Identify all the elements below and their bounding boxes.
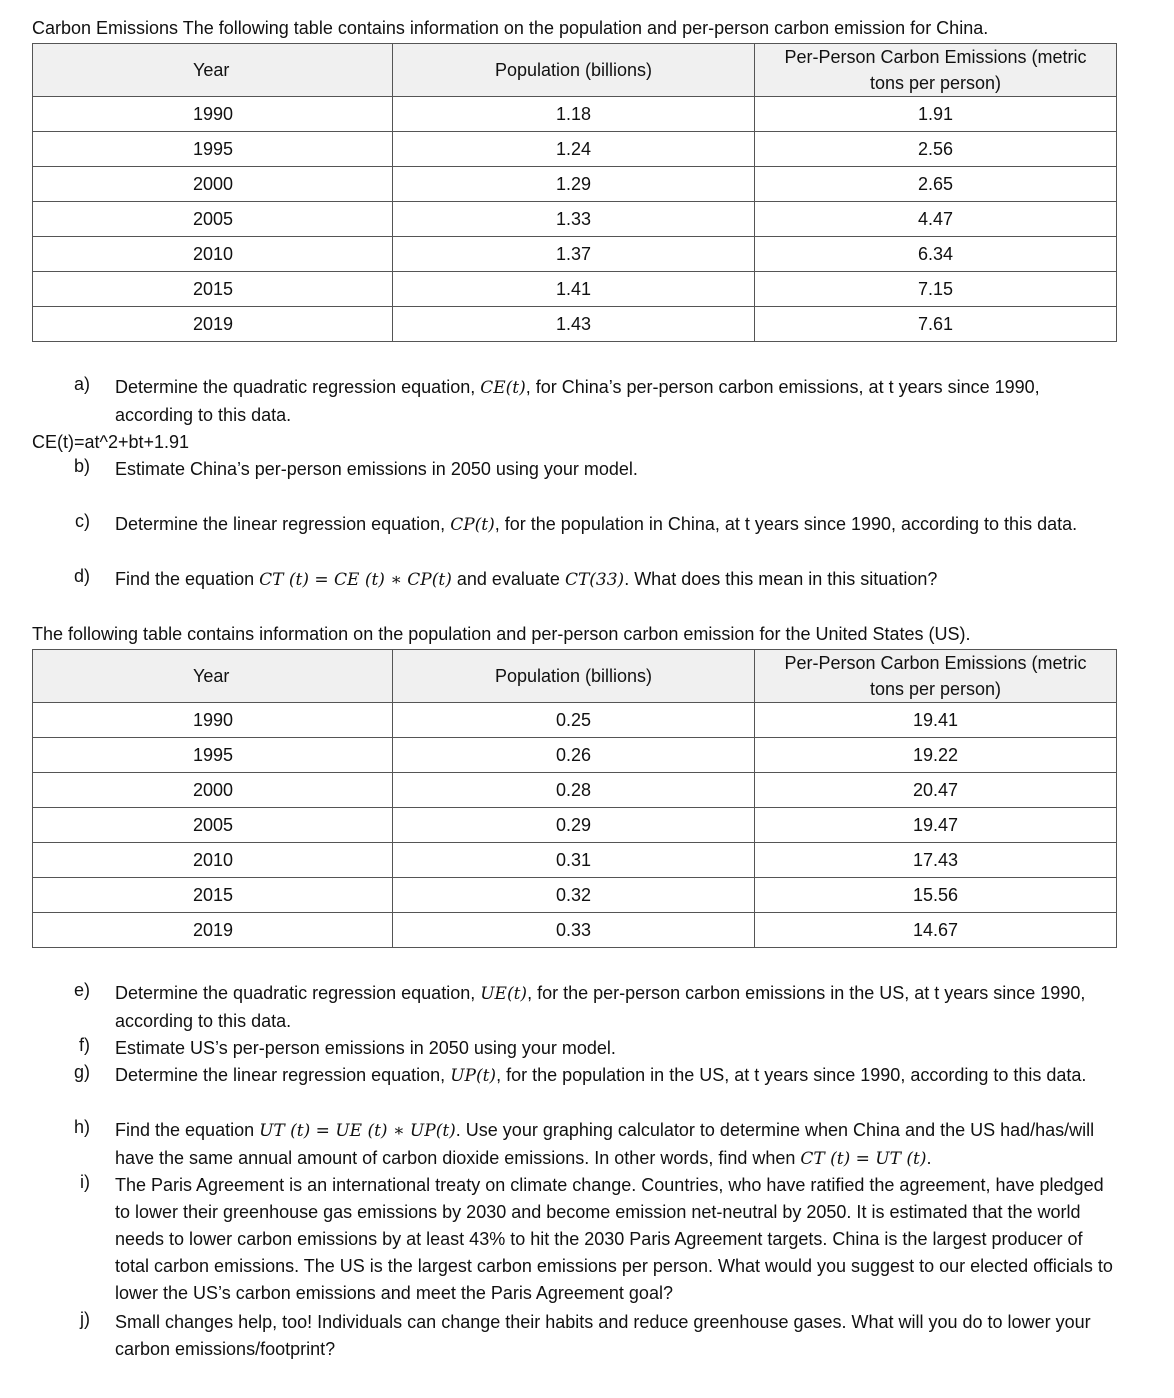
text-fragment: , for China’s per-person carbon emissions, at t years since 1990, according to this data. bbox=[115, 377, 1040, 425]
header-population: Population (billions) bbox=[393, 650, 755, 703]
cell-population: 0.32 bbox=[393, 878, 755, 913]
cell-emissions: 17.43 bbox=[755, 843, 1117, 878]
header-emissions-line1: Per-Person Carbon Emissions (metric bbox=[784, 47, 1087, 67]
math-function: UP(t) bbox=[450, 1066, 497, 1086]
table-row bbox=[33, 913, 1117, 948]
cell-year: 2019 bbox=[33, 913, 393, 948]
cell-emissions: 14.67 bbox=[755, 913, 1117, 948]
question-label: f) bbox=[79, 1035, 90, 1055]
text-fragment: . What does this mean in this situation? bbox=[624, 569, 938, 589]
text-fragment: . Use your graphing calculator to determine when China and the US had/has/will have the same annual amount of carbon dioxide emissions. In other words, find when bbox=[115, 1120, 1095, 1168]
text-fragment: Find the equation bbox=[115, 569, 260, 589]
china-table bbox=[32, 43, 1117, 342]
cell-population: 0.29 bbox=[393, 808, 755, 843]
cell-emissions: 20.47 bbox=[755, 773, 1117, 808]
question-label: i) bbox=[80, 1172, 90, 1192]
cell-emissions: 19.22 bbox=[755, 738, 1117, 773]
table-row bbox=[33, 167, 1117, 202]
header-year: Year bbox=[33, 650, 393, 703]
cell-emissions: 7.15 bbox=[755, 272, 1117, 307]
header-population: Population (billions) bbox=[393, 44, 755, 97]
question-text: The Paris Agreement is an international treaty on climate change. Countries, who have ratified the agreement, have pledged to lower their greenhouse gas emissions by 2030 and become emission net-neutral by 2050. It is estimated that the world needs to lower carbon emissions by at least 43% to hit the 2030 Paris Agreement targets. China is the largest producer of total carbon emissions. The US is the largest carbon emissions per person. What would you suggest to our elected officials to lower the US’s carbon emissions and meet the Paris Agreement goal? bbox=[115, 1175, 1113, 1303]
text-fragment: , for the population in China, at t years since 1990, according to this data. bbox=[494, 514, 1078, 534]
cell-emissions: 2.56 bbox=[755, 132, 1117, 167]
cell-year: 1995 bbox=[33, 132, 393, 167]
question-label: h) bbox=[73, 1117, 90, 1137]
cell-population: 1.29 bbox=[393, 167, 755, 202]
table-row bbox=[33, 773, 1117, 808]
math-equation: CT (t) = CE (t) ∗ CP(t) bbox=[259, 570, 452, 590]
math-function: CE(t) bbox=[480, 378, 526, 398]
cell-population: 1.18 bbox=[393, 97, 755, 132]
cell-population: 1.41 bbox=[393, 272, 755, 307]
cell-year: 1995 bbox=[33, 738, 393, 773]
us-table bbox=[32, 649, 1117, 948]
cell-population: 0.26 bbox=[393, 738, 755, 773]
question-text bbox=[115, 1117, 1115, 1173]
table-header-row bbox=[33, 650, 1117, 703]
table-row bbox=[33, 272, 1117, 307]
question-label: g) bbox=[73, 1062, 90, 1082]
header-emissions-line2: tons per person) bbox=[869, 679, 1002, 699]
table-row bbox=[33, 738, 1117, 773]
question-label: a) bbox=[73, 374, 90, 394]
text-fragment: and evaluate bbox=[451, 569, 565, 589]
math-equation: UT (t) = UE (t) ∗ UP(t) bbox=[259, 1121, 456, 1141]
china-intro: Carbon Emissions The following table contains information on the population and per-person carbon emission for China. bbox=[32, 18, 989, 38]
math-function: CP(t) bbox=[450, 515, 495, 535]
header-emissions-line1: Per-Person Carbon Emissions (metric bbox=[784, 653, 1087, 673]
text-fragment: Find the equation bbox=[115, 1120, 260, 1140]
cell-population: 0.33 bbox=[393, 913, 755, 948]
cell-emissions: 15.56 bbox=[755, 878, 1117, 913]
table-row bbox=[33, 237, 1117, 272]
cell-population: 1.33 bbox=[393, 202, 755, 237]
math-function: UE(t) bbox=[480, 984, 528, 1004]
cell-emissions: 2.65 bbox=[755, 167, 1117, 202]
question-text: Estimate US’s per-person emissions in 2050 using your model. bbox=[115, 1038, 616, 1058]
question-text: Estimate China’s per-person emissions in 2050 using your model. bbox=[115, 459, 638, 479]
table-row bbox=[33, 808, 1117, 843]
cell-population: 0.28 bbox=[393, 773, 755, 808]
question-label: c) bbox=[75, 511, 90, 531]
text-fragment: Determine the quadratic regression equation, bbox=[115, 377, 481, 397]
table-row bbox=[33, 878, 1117, 913]
table-row bbox=[33, 132, 1117, 167]
text-fragment: , for the population in the US, at t years since 1990, according to this data. bbox=[496, 1065, 1087, 1085]
table-row bbox=[33, 202, 1117, 237]
text-fragment: Determine the linear regression equation, bbox=[115, 514, 451, 534]
text-fragment: Determine the quadratic regression equation, bbox=[115, 983, 481, 1003]
cell-emissions: 7.61 bbox=[755, 307, 1117, 342]
cell-year: 1990 bbox=[33, 703, 393, 738]
header-emissions-line2: tons per person) bbox=[869, 73, 1002, 93]
question-label: e) bbox=[73, 980, 90, 1000]
student-note: CE(t)=at^2+bt+1.91 bbox=[32, 432, 190, 452]
cell-population: 1.24 bbox=[393, 132, 755, 167]
cell-year: 2000 bbox=[33, 773, 393, 808]
cell-year: 2000 bbox=[33, 167, 393, 202]
cell-year: 2015 bbox=[33, 272, 393, 307]
us-intro: The following table contains information on the population and per-person carbon emission for the United States (US). bbox=[32, 624, 971, 644]
table-row bbox=[33, 843, 1117, 878]
math-equation: CT (t) = UT (t) bbox=[800, 1149, 927, 1169]
cell-year: 2005 bbox=[33, 808, 393, 843]
header-emissions bbox=[755, 650, 1117, 703]
table-row bbox=[33, 307, 1117, 342]
table-header-row bbox=[33, 44, 1117, 97]
cell-emissions: 1.91 bbox=[755, 97, 1117, 132]
question-label: b) bbox=[73, 456, 90, 476]
question-text bbox=[115, 374, 1115, 429]
cell-year: 2005 bbox=[33, 202, 393, 237]
cell-emissions: 6.34 bbox=[755, 237, 1117, 272]
cell-year: 2019 bbox=[33, 307, 393, 342]
cell-emissions: 4.47 bbox=[755, 202, 1117, 237]
cell-year: 2010 bbox=[33, 237, 393, 272]
cell-year: 1990 bbox=[33, 97, 393, 132]
question-text bbox=[115, 566, 1115, 594]
question-label: j) bbox=[80, 1309, 90, 1329]
cell-emissions: 19.41 bbox=[755, 703, 1117, 738]
question-text bbox=[115, 980, 1115, 1035]
question-text: Small changes help, too! Individuals can change their habits and reduce greenhouse gases. What will you do to lower your carbon emissions/footprint? bbox=[115, 1312, 1091, 1359]
question-text bbox=[115, 511, 1115, 539]
text-fragment: Determine the linear regression equation, bbox=[115, 1065, 451, 1085]
math-function: CT(33) bbox=[564, 570, 625, 590]
table-row bbox=[33, 97, 1117, 132]
cell-population: 0.25 bbox=[393, 703, 755, 738]
text-fragment: , for the per-person carbon emissions in the US, at t years since 1990, according to this data. bbox=[115, 983, 1086, 1031]
cell-population: 0.31 bbox=[393, 843, 755, 878]
cell-population: 1.37 bbox=[393, 237, 755, 272]
question-label: d) bbox=[73, 566, 90, 586]
question-text bbox=[115, 1062, 1115, 1090]
cell-population: 1.43 bbox=[393, 307, 755, 342]
header-emissions bbox=[755, 44, 1117, 97]
table-row bbox=[33, 703, 1117, 738]
cell-emissions: 19.47 bbox=[755, 808, 1117, 843]
cell-year: 2015 bbox=[33, 878, 393, 913]
cell-year: 2010 bbox=[33, 843, 393, 878]
text-fragment: . bbox=[926, 1148, 932, 1168]
header-year: Year bbox=[33, 44, 393, 97]
